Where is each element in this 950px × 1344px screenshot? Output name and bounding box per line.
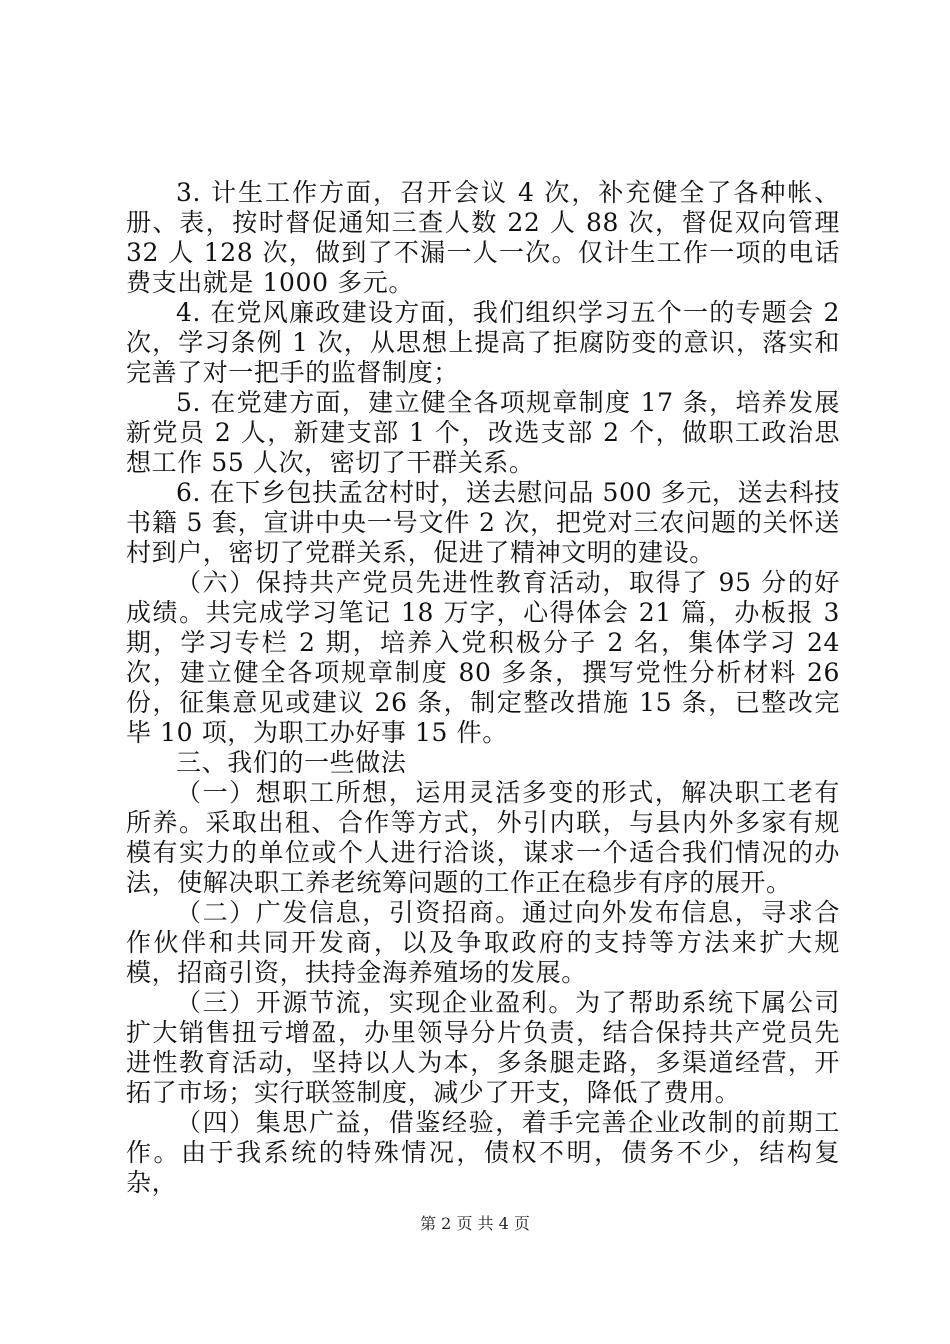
- paragraph-family-planning: 3. 计生工作方面，召开会议 4 次，补充健全了各种帐、册、表，按时督促通知三查人数 22 人 88 次，督促双向管理 32 人 128 次，做到了不漏一人一次。仅计生工作一项的电话费支出就是 1000 多元。: [126, 178, 840, 297]
- paragraph-practice-2: （二）广发信息，引资招商。通过向外发布信息，寻求合作伙伴和共同开发商，以及争取政府的支持等方法来扩大规模，招商引资，扶持金海养殖场的发展。: [126, 898, 840, 987]
- document-body: [126, 178, 840, 1198]
- paragraph-education-campaign: （六）保持共产党员先进性教育活动，取得了 95 分的好成绩。共完成学习笔记 18 万字，心得体会 21 篇，办板报 3 期，学习专栏 2 期，培养入党积极分子 2 名，集体学习 24 次，建立健全各项规章制度 80 多条，撰写党性分析材料 26 份，征集意见或建议 26 条，制定整改措施 15 条，已整改完毕 10 项，为职工办好事 15 件。: [126, 568, 840, 747]
- section-heading-practices: 三、我们的一些做法: [176, 748, 407, 777]
- paragraph-practice-3: （三）开源节流，实现企业盈利。为了帮助系统下属公司扩大销售扭亏增盈，办里领导分片负责，结合保持共产党员先进性教育活动，坚持以人为本，多条腿走路，多渠道经营，开拓了市场；实行联签制度，减少了开支，降低了费用。: [126, 988, 840, 1107]
- paragraph-practice-4: （四）集思广益，借鉴经验，着手完善企业改制的前期工作。由于我系统的特殊情况，债权不明，债务不少，结构复杂，: [126, 1108, 840, 1197]
- paragraph-party-building: 5. 在党建方面，建立健全各项规章制度 17 条，培养发展新党员 2 人，新建支部 1 个，改选支部 2 个，做职工政治思想工作 55 人次，密切了干群关系。: [126, 388, 840, 477]
- paragraph-clean-governance: 4. 在党风廉政建设方面，我们组织学习五个一的专题会 2 次，学习条例 1 次，从思想上提高了拒腐防变的意识，落实和完善了对一把手的监督制度；: [126, 298, 840, 387]
- paragraph-village-support: 6. 在下乡包扶孟岔村时，送去慰问品 500 多元，送去科技书籍 5 套，宣讲中央一号文件 2 次，把党对三农问题的关怀送村到户，密切了党群关系，促进了精神文明的建设。: [126, 478, 840, 567]
- paragraph-practice-1: （一）想职工所想，运用灵活多变的形式，解决职工老有所养。采取出租、合作等方式，外引内联，与县内外多家有规模有实力的单位或个人进行洽谈，谋求一个适合我们情况的办法，使解决职工养老统筹问题的工作正在稳步有序的展开。: [126, 778, 840, 897]
- page-footer: 第 2 页 共 4 页: [420, 1214, 530, 1233]
